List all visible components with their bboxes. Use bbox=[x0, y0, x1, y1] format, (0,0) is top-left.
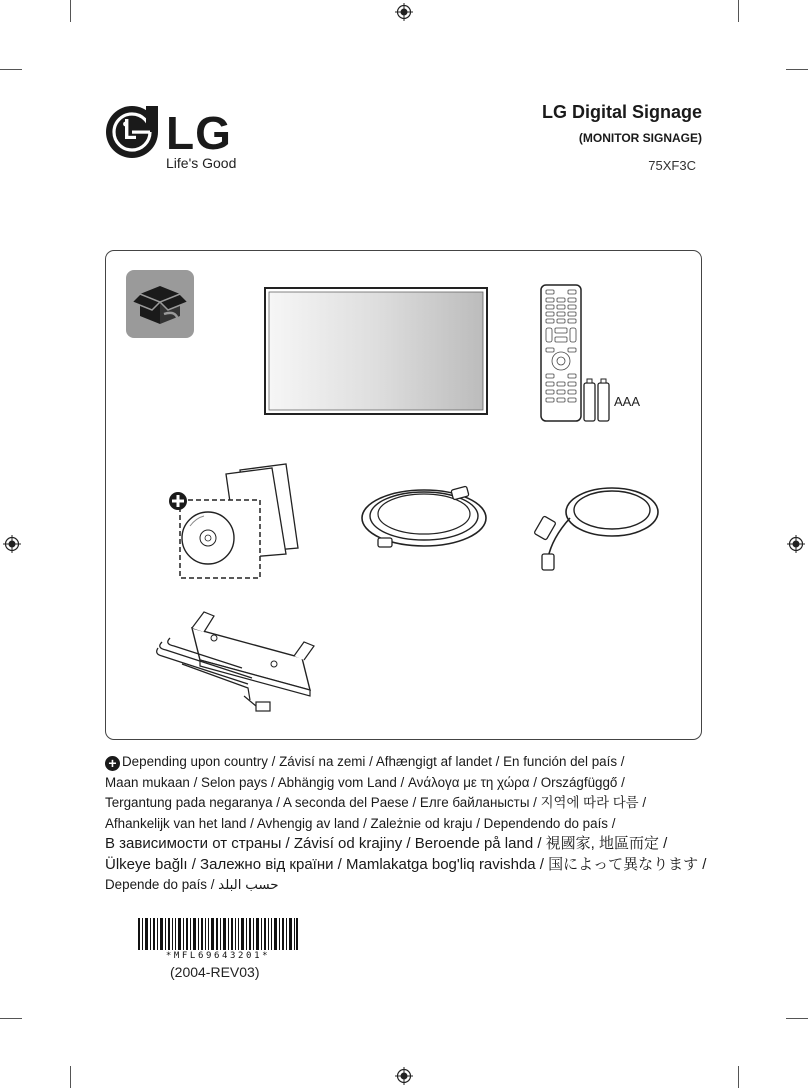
monitor-illustration bbox=[264, 287, 488, 415]
barcode-icon bbox=[138, 918, 298, 950]
crop-mark bbox=[786, 1018, 808, 1019]
lg-logo-icon bbox=[106, 106, 158, 158]
note-line: + Depending upon country / Závisí na zemi / Afhængigt af landet / En función del país / bbox=[105, 752, 715, 773]
country-availability-note bbox=[105, 752, 715, 896]
registration-mark-icon bbox=[395, 3, 413, 21]
crop-mark bbox=[0, 69, 22, 70]
product-subtitle: (MONITOR SIGNAGE) bbox=[578, 131, 702, 145]
note-line: Tergantung pada negaranya / A seconda del Paese / Елге байланысты / 지역에 따라 다름 / bbox=[105, 795, 647, 810]
product-title: LG Digital Signage bbox=[541, 102, 702, 122]
cd-manuals-illustration bbox=[168, 460, 300, 582]
brand-logo-text: LG bbox=[166, 107, 232, 159]
crop-mark bbox=[70, 0, 71, 22]
crop-mark bbox=[786, 69, 808, 70]
model-number: 75XF3C bbox=[648, 158, 696, 173]
remote-control-illustration bbox=[540, 284, 582, 422]
barcode-number: *MFL69643201* bbox=[165, 951, 271, 961]
crop-mark bbox=[0, 1018, 22, 1019]
registration-mark-icon bbox=[787, 535, 805, 553]
brand-tagline: Life's Good bbox=[166, 155, 237, 171]
registration-mark-icon bbox=[3, 535, 21, 553]
note-line: В зависимости от страны / Závisí od krajiny / Beroende på land / 視國家, 地區而定 / bbox=[105, 835, 668, 852]
note-line: Ülkeye bağlı / Залежно від країни / Mamlakatga bog'liq ravishda / 国によって異なります / bbox=[105, 855, 707, 873]
note-line: Maan mukaan / Selon pays / Abhängig vom Land / Ανάλογα με τη χώρα / Országfüggő / bbox=[105, 774, 625, 790]
revision-label: (2004-REV03) bbox=[170, 964, 260, 980]
hdmi-cable-illustration bbox=[528, 478, 662, 574]
note-line: Depende do país / حسب البلد bbox=[105, 877, 279, 892]
note-line: Afhankelijk van het land / Avhengig av land / Zależnie od kraju / Dependendo do país / bbox=[105, 815, 616, 831]
power-cord-illustration bbox=[358, 474, 494, 556]
battery-type-label: AAA bbox=[614, 394, 641, 409]
box-contents-icon bbox=[126, 270, 194, 338]
crop-mark bbox=[70, 1066, 71, 1088]
crop-mark bbox=[738, 0, 739, 22]
crop-mark bbox=[738, 1066, 739, 1088]
optional-plus-icon: + bbox=[105, 756, 120, 771]
batteries-illustration bbox=[582, 377, 612, 422]
registration-mark-icon bbox=[395, 1067, 413, 1085]
wall-mount-bracket-illustration bbox=[152, 608, 322, 720]
